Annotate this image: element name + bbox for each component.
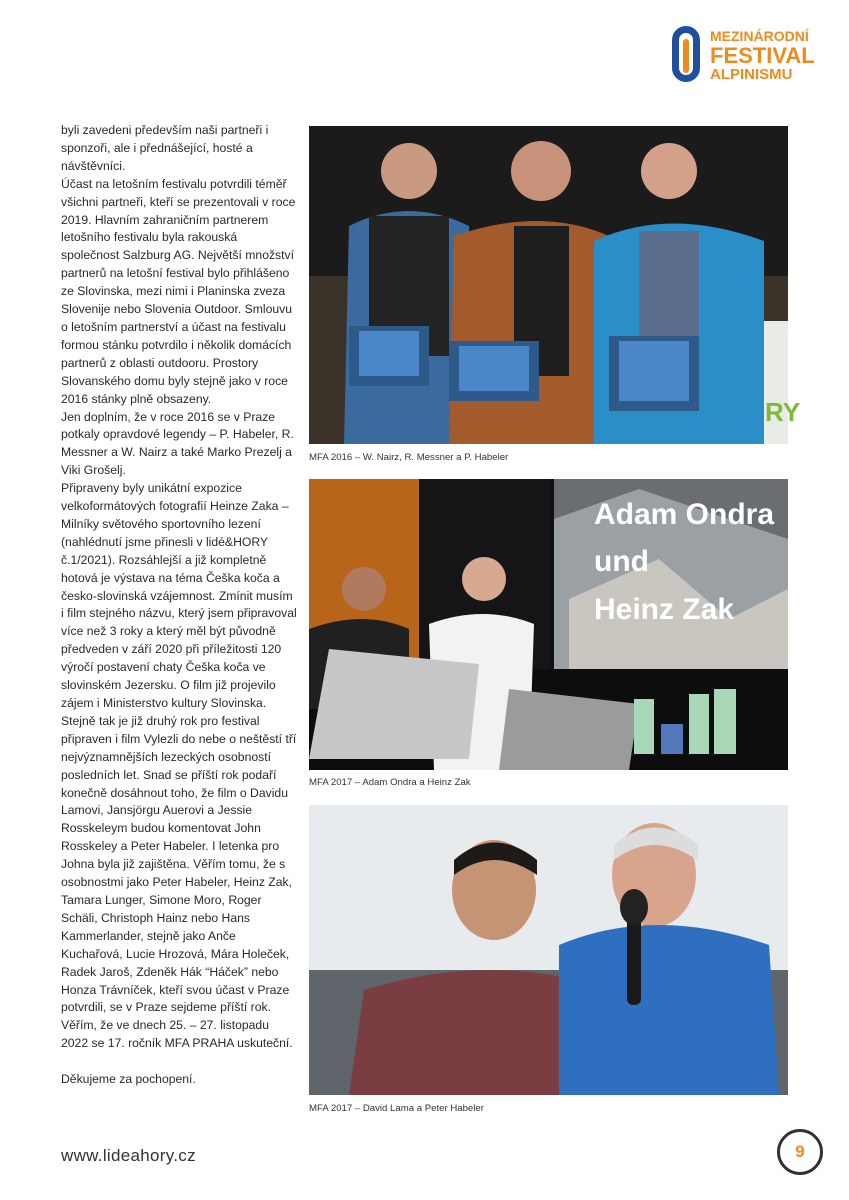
photo-award-legends-image [309, 126, 801, 444]
article-paragraph: byli zavedeni především naši partneři i sponzoři, ale i přednášející, hosté a návštěvníci. [61, 123, 269, 173]
photo-lama-habeler [309, 805, 788, 1095]
website-url[interactable]: www.lideahory.cz [61, 1146, 196, 1165]
backdrop-sign-text: RY [765, 397, 801, 427]
closing-line: Děkujeme za pochopení. [61, 1072, 196, 1087]
photo-caption: MFA 2017 – Adam Ondra a Heinz Zak [309, 777, 471, 788]
screen-title-line3: Heinz Zak [594, 593, 735, 626]
screen-title-line2: und [594, 545, 649, 578]
article-paragraph: Připraveny byly unikátní expozice velkoformátových fotografií Heinze Zaka – Milníky světového sportovního lezení (nahlédnutí jsme přinesli v lidé&HORY č.1/2021). Rozsáhlejší a již kompletně hotová je výstava na téma Češka koča a česko-slovinská vzájemnost. Zmínit musím i film stejného názvu, který jsem připravoval více než 3 roky a který měl být původně předveden v září 2020 při příležitosti 120 výročí postavení chaty Češka koča ve slovinském Jezersku. O film již projevilo zájem i Ministerstvo kultury Slovinska. Stejně tak je již druhý rok pro festival připraven i film Vylezli do nebe o neštěstí tří nejvýznamnějších lezeckých osobností posledních let. Snad se příští rok podaří konečně dosáhnout toho, že film o Davidu Lamovi, Jansjörgu Auerovi a Jessie Rosskeleym budou komentovat John Rosskeley a Peter Habeler. I letenka pro Johna byla již zajištěna. Věřím tomu, že s osobnostmi jako Peter Habeler, Heinz Zak, Tamara Lunger, Simone Moro, Roger Schäli, Christoph Hainz nebo Hans Kammerlander, stejně jako Anče Kuchařová, Lucie Hrozová, Mára Holeček, Radek Jaroš, Zdeněk Hák “Háček” nebo Honza Trávníček, kteří svou účast v Praze potvrdili, se v Praze sejdeme příští rok. Věřím, že ve dnech 25. – 27. listopadu 2022 se 17. ročník MFA PRAHA uskuteční. [61, 481, 297, 1051]
logo-line-2: FESTIVAL [710, 43, 815, 68]
photo-ondra-zak-image [309, 479, 788, 770]
logo-line-1: MEZINÁRODNÍ [710, 28, 809, 44]
logo-line-3: ALPINISMU [710, 66, 793, 83]
photo-ondra-zak [309, 479, 788, 770]
photo-caption: MFA 2016 – W. Nairz, R. Messner a P. Habeler [309, 452, 509, 463]
screen-title-line1: Adam Ondra [594, 498, 775, 531]
photo-lama-habeler-image [309, 805, 788, 1095]
page-number-badge [777, 1129, 823, 1175]
festival-logo [668, 20, 815, 90]
article-paragraph: Účast na letošním festivalu potvrdili téměř všichni partneři, kteří se prezentovali v roce 2019. Hlavním zahraničním partnerem letošního festivalu byla rakouská společnost Salzburg AG. Největší množství partnerů na letošní festival bylo přihlášeno ze Slovinska, mezi nimi i Planinska zveza Slovenije nebo Slovenia Outdoor. Smlouvu o letošním partnerství a účast na festivalu formou stánku potvrdilo i několik domácích partnerů z oblasti outdooru. Prostory Slovanského domu byly stejně jako v roce 2016 stánky plně obsazeny. [61, 176, 296, 406]
page-number: 9 [795, 1142, 805, 1161]
photo-caption: MFA 2017 – David Lama a Peter Habeler [309, 1103, 484, 1114]
article-text [61, 122, 297, 1089]
photo-award-legends [309, 126, 801, 444]
carabiner-logo-icon [672, 26, 700, 82]
article-paragraph: Jen doplním, že v roce 2016 se v Praze potkaly opravdové legendy – P. Habeler, R. Messner a W. Nairz a také Marko Prezelj a Viki Grošelj. [61, 409, 294, 478]
